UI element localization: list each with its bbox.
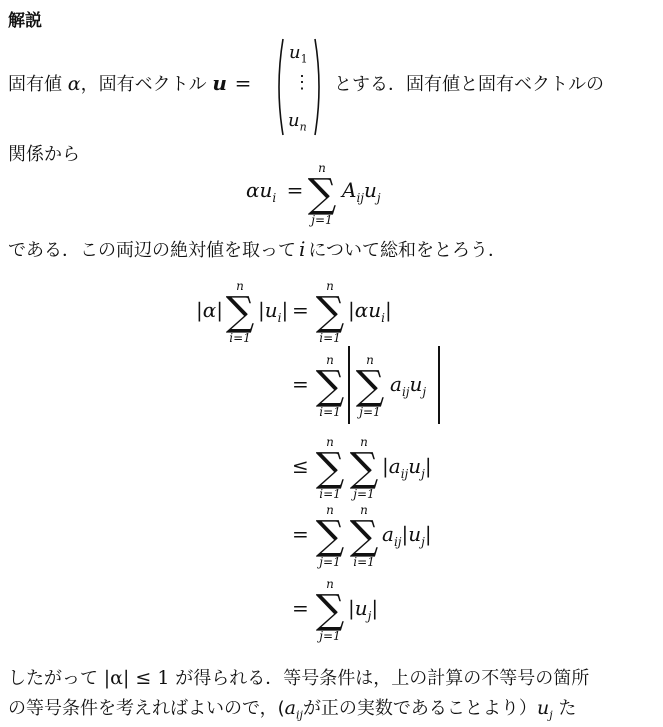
deriv-lhs-alpha: |α| — [196, 298, 224, 322]
conclusion-line-1: したがって |α| ≤ 1 が得られる．等号条件は，上の計算の不等号の箇所 — [8, 667, 590, 689]
relation-rhs: $A_{ij}u_j$ — [342, 178, 381, 205]
deriv-expr-1: $a_{ij}u_j$ — [390, 372, 427, 399]
sum-symbol: n ∑ i=1 — [315, 435, 345, 501]
sum-symbol: n ∑ i=1 — [349, 503, 379, 569]
sum-symbol: n ∑ j=1 — [315, 503, 345, 569]
abs-sentence: である．この両辺の絶対値を取って i について総和をとろう． — [8, 237, 507, 261]
deriv-op-0: = — [292, 298, 309, 322]
right-paren — [314, 38, 324, 136]
deriv-expr-2: $|a_{ij}u_j|$ — [382, 454, 432, 481]
vector-top-entry: $u_1$ — [289, 42, 308, 66]
intro-text-1: 固有値 — [8, 74, 62, 95]
column-vector — [274, 38, 324, 136]
deriv-expr-3: $a_{ij}|u_j|$ — [382, 522, 432, 549]
abs-bar-left — [348, 346, 350, 424]
deriv-op-1: = — [292, 372, 309, 396]
vector-bottom-entry: $u_n$ — [288, 110, 307, 134]
section-heading: 解説 — [8, 11, 42, 31]
sum-symbol: n ∑ i=1 — [225, 279, 255, 345]
sum-symbol: n ∑ j=1 — [315, 577, 345, 643]
deriv-op-2: ≤ — [292, 454, 309, 478]
deriv-op-3: = — [292, 522, 309, 546]
conclusion-line-2: の等号条件を考えればよいので，($a_{ij}$が正の実数であることより）$u_j$ た — [8, 697, 577, 722]
intro-text-2: ，固有ベクトル — [80, 74, 207, 95]
sum-symbol: n ∑ j=1 — [355, 353, 385, 419]
left-paren — [274, 38, 284, 136]
deriv-op-4: = — [292, 596, 309, 620]
sum-symbol: n ∑ i=1 — [315, 279, 345, 345]
abs-bar-right — [438, 346, 440, 424]
deriv-lhs-ui: $|u_i|$ — [258, 298, 289, 325]
sum-symbol: n ∑ j=1 — [349, 435, 379, 501]
intro-line — [8, 70, 251, 96]
relation-equation: $\alpha u_i$ = — [246, 178, 304, 205]
sum-symbol: n ∑ i=1 — [315, 353, 345, 419]
sum-symbol: n ∑ j=1 — [307, 161, 337, 227]
alpha-symbol: α — [67, 73, 81, 95]
equals-sign: = — [234, 71, 252, 95]
relation-line: 関係から — [8, 144, 80, 165]
deriv-expr-0: $|\alpha u_i|$ — [348, 298, 392, 325]
vector-dots: ⋮ — [293, 72, 311, 93]
vector-u-bold: u — [212, 71, 227, 95]
intro-text-3: とする．固有値と固有ベクトルの — [334, 74, 604, 95]
deriv-expr-4: $|u_j|$ — [348, 596, 379, 623]
